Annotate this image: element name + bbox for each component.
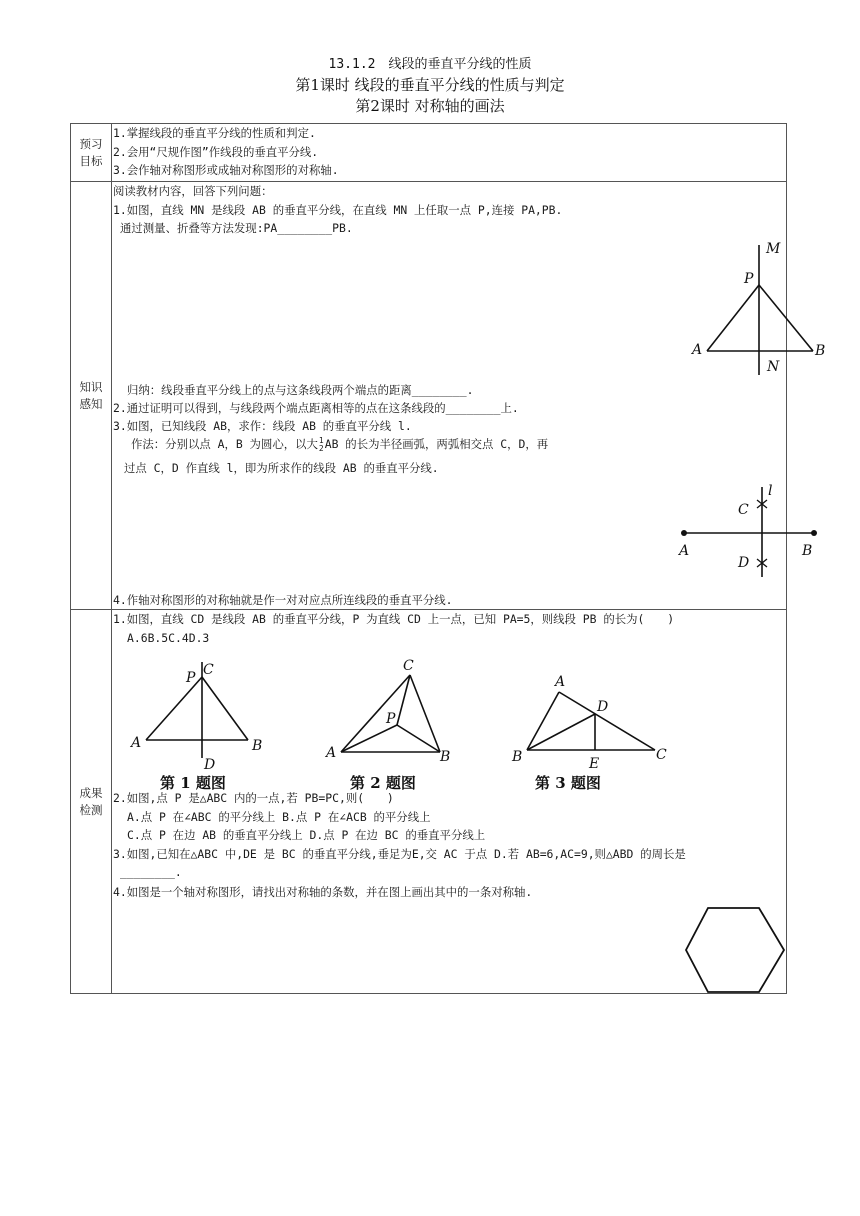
label-e: E [589,756,600,772]
fraction-one-half: 1 2 [318,435,324,453]
test-label: 成果检测 [71,610,112,993]
label-b: B [252,738,263,754]
label-b: B [440,749,451,765]
figure-construction-cd [672,477,832,587]
label-m: M [766,241,781,257]
test-question-1-options: A.6B.5C.4D.3 [127,631,210,645]
test-content [112,610,786,993]
preview-goals-row [71,124,786,181]
label-c: C [738,502,749,518]
preview-goals-content [112,124,786,181]
label-a: A [555,674,566,690]
label-a: A [692,342,703,358]
figure-2-caption: 第 2 题图 [350,774,416,792]
preview-goals-label: 预习目标 [71,124,112,181]
question-3: 3.如图，已知线段 AB，求作：线段 AB 的垂直平分线 l. [113,419,412,433]
test-question-2-options-b: C.点 P 在边 AB 的垂直平分线上 D.点 P 在边 BC 的垂直平分线上 [127,828,486,842]
worksheet-table [70,123,826,994]
label-b: B [815,343,826,359]
question-1: 1.如图，直线 MN 是线段 AB 的垂直平分线，在直线 MN 上任取一点 P,连接 PA,PB. [113,203,563,217]
figure-test-1 [122,655,272,792]
figure-1-caption: 第 1 题图 [160,774,226,792]
label-p: P [744,271,754,287]
label-b: B [512,749,523,765]
knowledge-row [71,181,826,609]
label-p: P [186,670,196,686]
figure-hexagon [683,904,788,996]
lesson-2-title: 第2课时 对称轴的画法 [355,97,505,115]
label-c: C [203,662,214,678]
goal-1: 1.掌握线段的垂直平分线的性质和判定. [113,126,316,140]
knowledge-content [112,182,826,609]
label-p: P [386,711,396,727]
test-question-2-options-a: A.点 P 在∠ABC 的平分线上 B.点 P 在∠ACB 的平分线上 [127,810,431,824]
question-4: 4.作轴对称图形的对称轴就是作一对对应点所连线段的垂直平分线. [113,593,453,607]
label-d: D [597,699,609,715]
label-a: A [131,735,142,751]
test-row [71,609,786,993]
section-title: 13.1.2 线段的垂直平分线的性质 [328,57,532,72]
label-a: A [679,543,690,559]
test-question-3: 3.如图,已知在△ABC 中,DE 是 BC 的垂直平分线,垂足为E,交 AC 于点 D.若 AB=6,AC=9,则△ABD 的周长是 [113,847,686,861]
label-c: C [656,747,667,763]
label-n: N [767,359,780,375]
question-1-blank: 通过测量、折叠等方法发现:PA________PB. [120,221,353,235]
goal-3: 3.会作轴对称图形或成轴对称图形的对称轴. [113,163,339,177]
label-d: D [204,757,216,773]
figure-perpendicular-bisector-mn [652,237,826,387]
figure-test-3 [512,655,692,792]
test-question-1: 1.如图，直线 CD 是线段 AB 的垂直平分线，P 为直线 CD 上一点，已知 PA=5，则线段 PB 的长为( ) [113,612,675,626]
goal-2: 2.会用“尺规作图”作线段的垂直平分线. [113,145,319,159]
test-question-4: 4.如图是一个轴对称图形，请找出对称轴的条数，并在图上画出其中的一条对称轴. [113,885,533,899]
knowledge-label: 知识感知 [71,182,112,609]
lesson-1-title: 第1课时 线段的垂直平分线的性质与判定 [295,76,565,94]
test-question-3-blank: ________. [120,865,182,879]
figure-test-2 [322,655,472,792]
figure-3-caption: 第 3 题图 [535,774,601,792]
label-d: D [738,555,750,571]
reading-intro: 阅读教材内容，回答下列问题： [113,184,273,198]
label-a: A [326,745,337,761]
summary-line: 归纳：线段垂直平分线上的点与这条线段两个端点的距离________. [127,383,474,397]
question-2: 2.通过证明可以得到，与线段两个端点距离相等的点在这条线段的________上. [113,401,519,415]
label-b: B [802,543,813,559]
test-question-2: 2.如图,点 P 是△ABC 内的一点,若 PB=PC,则( ) [113,791,394,805]
worksheet-title [0,55,860,117]
construction-method-line-1: 作法：分别以点 A，B 为圆心，以大 1 2 AB 的长为半径画弧，两弧相交点 C，D，再 [131,435,549,453]
construction-method-line-2: 过点 C，D 作直线 l，即为所求作的线段 AB 的垂直平分线. [124,461,439,475]
label-l: l [768,483,773,499]
label-c: C [403,658,414,674]
